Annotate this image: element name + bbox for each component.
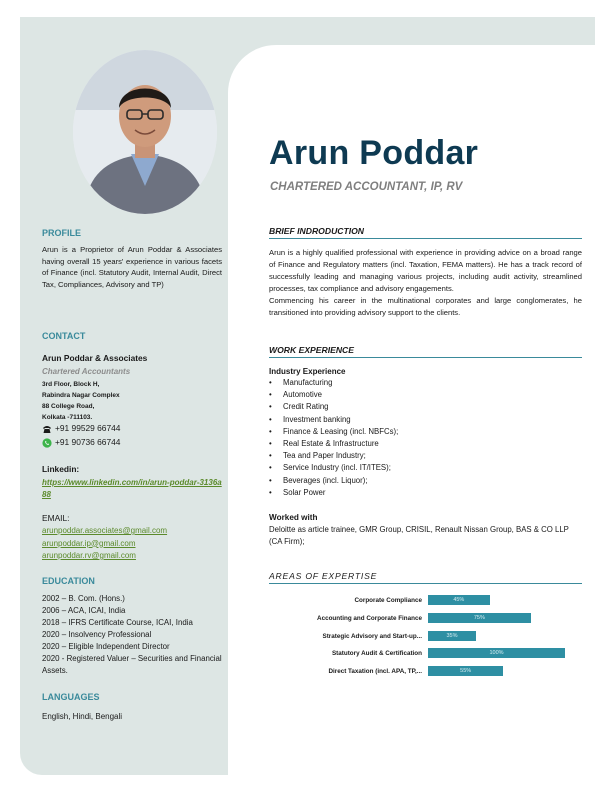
phone-row — [42, 423, 120, 435]
work-heading: WORK EXPERIENCE — [269, 345, 582, 358]
phone-number[interactable]: +91 99529 66744 — [55, 423, 121, 433]
education-item: 2006 – ACA, ICAI, India — [42, 606, 126, 615]
telephone-icon — [42, 424, 52, 434]
email-label: EMAIL: — [42, 513, 70, 523]
education-item: 2002 – B. Com. (Hons.) — [42, 594, 125, 603]
whatsapp-number[interactable]: +91 90736 66744 — [55, 437, 121, 447]
industry-item: • Manufacturing — [269, 377, 582, 389]
linkedin-link[interactable]: https://www.linkedin.com/in/arun-poddar-3136a88 — [42, 478, 222, 499]
intro-paragraph: Arun is a highly qualified professional with experience in providing advice on a broad range of Finance and Regulatory matters (incl. Taxation, FEMA matters). He has a track record of successfully leading and managing various projects, including audit activity, streamlined processes, tax compliance and advisory engagements. — [269, 248, 582, 293]
chart-category-label: Corporate Compliance — [354, 597, 422, 604]
intro-paragraph: Commencing his career in the multinational corporates and large conglomerates, he transitioned into providing advisory support to the clients. — [269, 295, 582, 317]
address-line: Kolkata -711103. — [42, 414, 93, 421]
industry-item: • Solar Power — [269, 487, 582, 499]
profile-heading: PROFILE — [42, 228, 82, 238]
address-line: 88 College Road, — [42, 403, 95, 410]
address-line: 3rd Floor, Block H, — [42, 381, 100, 388]
industry-item: • Tea and Paper Industry; — [269, 450, 582, 462]
industry-heading: Industry Experience — [269, 367, 346, 376]
languages-heading: LANGUAGES — [42, 692, 100, 702]
languages-text: English, Hindi, Bengali — [42, 712, 123, 721]
whatsapp-icon — [42, 438, 52, 448]
industry-item: • Beverages (incl. Liquor); — [269, 475, 582, 487]
education-heading: EDUCATION — [42, 576, 95, 586]
chart-bar: 75% — [428, 613, 531, 623]
chart-category-label: Strategic Advisory and Start-up... — [322, 632, 422, 640]
person-avatar-icon — [73, 50, 217, 214]
email-link[interactable]: arunpoddar.rv@gmail.com — [42, 551, 136, 560]
chart-bar: 35% — [428, 631, 476, 641]
industry-list — [269, 377, 582, 499]
email-link[interactable]: arunpoddar.associates@gmail.com — [42, 526, 168, 535]
intro-heading: BRIEF INDRODUCTION — [269, 226, 582, 239]
industry-item: • Investment banking — [269, 414, 582, 426]
profile-text: Arun is a Proprietor of Arun Poddar & Associates having overall 15 years' experience in various facets of Finance (incl. Statutory Audit, Internal Audit, Direct Tax, Compliances, Advisory and TP) — [42, 245, 222, 289]
industry-item: • Automotive — [269, 389, 582, 401]
intro-text — [269, 247, 582, 318]
education-list — [42, 593, 222, 677]
industry-item: • Service Industry (incl. IT/ITES); — [269, 462, 582, 474]
chart-bar: 45% — [428, 595, 490, 605]
job-title: CHARTERED ACCOUNTANT, IP, RV — [270, 181, 463, 193]
address-block — [42, 379, 120, 423]
worked-with-heading: Worked with — [269, 513, 318, 522]
linkedin-label: Linkedin: — [42, 464, 80, 474]
education-item: 2020 – Insolvency Professional — [42, 630, 152, 639]
chart-bar: 55% — [428, 666, 503, 676]
education-item: 2020 – Eligible Independent Director — [42, 642, 170, 651]
whatsapp-row — [42, 437, 120, 449]
address-line: Rabindra Nagar Complex — [42, 392, 120, 399]
full-name: Arun Poddar — [269, 134, 479, 172]
chart-category-label: Accounting and Corporate Finance — [317, 614, 422, 622]
email-list — [42, 525, 167, 563]
firm-name: Arun Poddar & Associates — [42, 353, 148, 363]
industry-item: • Real Estate & Infrastructure — [269, 438, 582, 450]
expertise-heading: AREAS OF EXPERTISE — [269, 571, 582, 584]
chart-bar: 100% — [428, 648, 565, 658]
industry-item: • Finance & Leasing (incl. NBFCs); — [269, 426, 582, 438]
email-link[interactable]: arunpoddar.ip@gmail.com — [42, 538, 136, 548]
profile-photo — [73, 50, 217, 214]
chart-category-label: Direct Taxation (incl. APA, TP,... — [328, 668, 422, 676]
chart-category-label: Statutory Audit & Certification — [331, 650, 422, 658]
worked-with-text: Deloitte as article trainee, GMR Group, CRISIL, Renault Nissan Group, BAS & CO LLP (CA Firm); — [269, 525, 569, 546]
industry-item: • Credit Rating — [269, 401, 582, 413]
contact-heading: CONTACT — [42, 331, 86, 341]
education-item: 2018 – IFRS Certificate Course, ICAI, India — [42, 618, 193, 627]
firm-subtitle: Chartered Accountants — [42, 367, 131, 376]
education-item: 2020 - Registered Valuer – Securities and Financial Assets. — [42, 654, 222, 675]
